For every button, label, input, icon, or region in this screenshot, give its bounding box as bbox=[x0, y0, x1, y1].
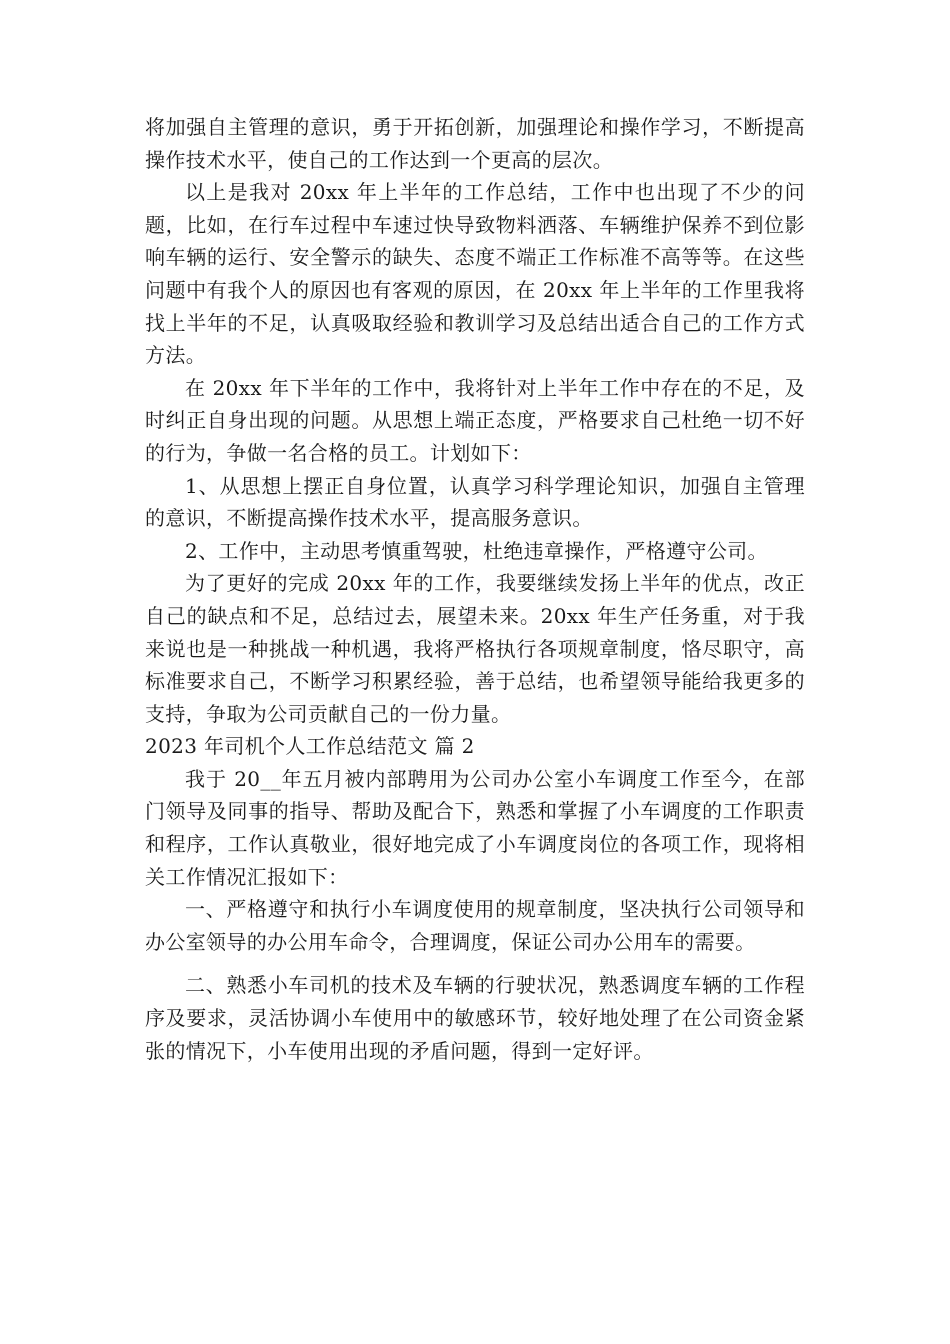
paragraph-summary: 以上是我对 20xx 年上半年的工作总结，工作中也出现了不少的问题，比如，在行车过程中车速过快导致物料洒落、车辆维护保养不到位影响车辆的运行、安全警示的缺失、态度不端正工作标准不高等等。在这些问题中有我个人的原因也有客观的原因，在 20xx 年上半年的工作里我将找上半年的不足，认真吸取经验和教训学习及总结出适合自己的工作方式方法。 bbox=[145, 180, 805, 368]
paragraph-intro: 我于 20__年五月被内部聘用为公司办公室小车调度工作至今，在部门领导及同事的指导、帮助及配合下，熟悉和掌握了小车调度的工作职责和程序，工作认真敬业，很好地完成了小车调度岗位的各项工作，现将相关工作情况汇报如下： bbox=[145, 766, 805, 889]
paragraph-plan-item-2: 2、工作中，主动思考慎重驾驶，杜绝违章操作，严格遵守公司。 bbox=[185, 538, 768, 563]
paragraph-plan-item-1: 1、从思想上摆正自身位置，认真学习科学理论知识，加强自主管理的意识，不断提高操作技术水平，提高服务意识。 bbox=[145, 473, 805, 531]
document-page bbox=[145, 111, 805, 1067]
paragraph-continuation: 将加强自主管理的意识，勇于开拓创新，加强理论和操作学习，不断提高操作技术水平，使自己的工作达到一个更高的层次。 bbox=[145, 115, 805, 172]
paragraph-conclusion: 为了更好的完成 20xx 年的工作，我要继续发扬上半年的优点，改正自己的缺点和不足，总结过去，展望未来。20xx 年生产任务重，对于我来说也是一种挑战一种机遇，我将严格执行各项规章制度，恪尽职守，高标准要求自己，不断学习积累经验，善于总结，也希望领导能给我更多的支持，争取为公司贡献自己的一份力量。 bbox=[145, 571, 805, 726]
paragraph-plan-intro: 在 20xx 年下半年的工作中，我将针对上半年工作中存在的不足，及时纠正自身出现的问题。从思想上端正态度，严格要求自己杜绝一切不好的行为，争做一名合格的员工。计划如下： bbox=[145, 375, 805, 465]
section-heading: 2023 年司机个人工作总结范文 篇 2 bbox=[145, 734, 475, 759]
paragraph-point-1: 一、严格遵守和执行小车调度使用的规章制度，坚决执行公司领导和办公室领导的办公用车命令，合理调度，保证公司办公用车的需要。 bbox=[145, 897, 805, 954]
paragraph-point-2: 二、熟悉小车司机的技术及车辆的行驶状况，熟悉调度车辆的工作程序及要求，灵活协调小车使用中的敏感环节，较好地处理了在公司资金紧张的情况下，小车使用出现的矛盾问题，得到一定好评。 bbox=[145, 973, 805, 1063]
